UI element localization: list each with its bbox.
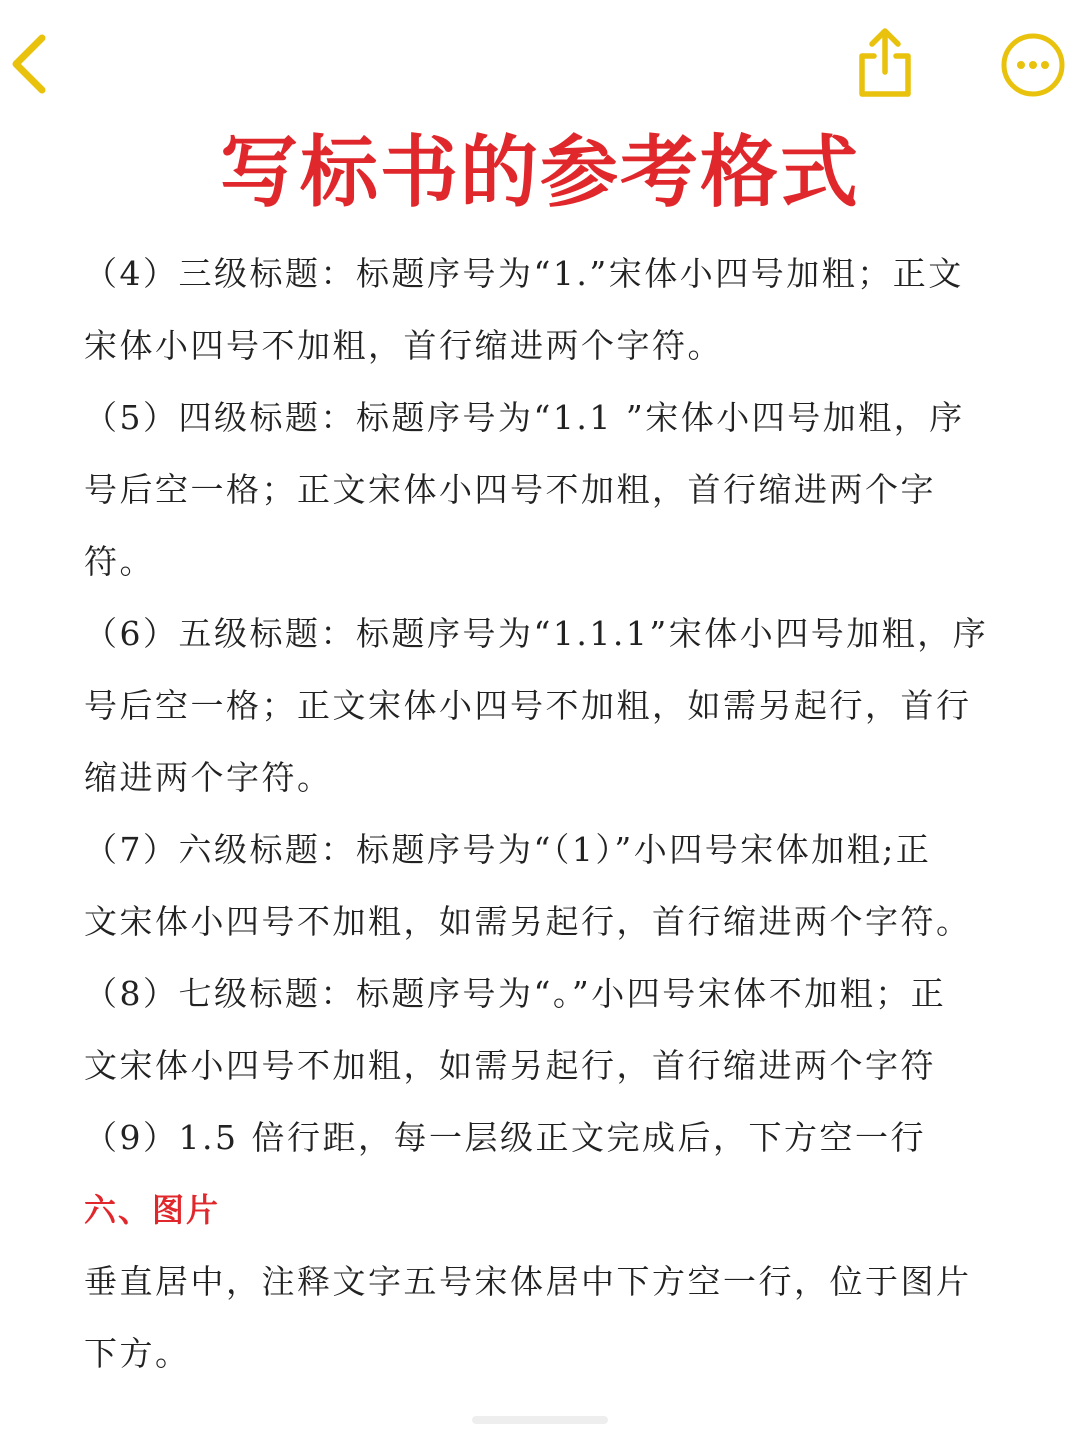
body-line: 缩进两个字符。 bbox=[84, 758, 333, 797]
page-title: 写标书的参考格式 bbox=[219, 128, 860, 218]
body-line: （9）1.5 倍行距，每一层级正文完成后，下方空一行 bbox=[84, 1118, 926, 1157]
share-icon bbox=[852, 26, 918, 100]
body-line: 垂直居中，注释文字五号宋体居中下方空一行，位于图片 bbox=[84, 1262, 972, 1301]
top-bar bbox=[0, 0, 1080, 120]
home-indicator bbox=[472, 1416, 608, 1424]
body-line: 号后空一格；正文宋体小四号不加粗，首行缩进两个字 bbox=[84, 470, 936, 509]
body-line: （5）四级标题：标题序号为“1.1 ”宋体小四号加粗，序 bbox=[84, 398, 965, 437]
body-line: 宋体小四号不加粗，首行缩进两个字符。 bbox=[84, 326, 723, 365]
document-body bbox=[84, 238, 989, 1390]
share-button[interactable] bbox=[852, 26, 918, 100]
body-line: （7）六级标题：标题序号为“（1）”小四号宋体加粗;正 bbox=[84, 830, 932, 869]
body-line: 号后空一格；正文宋体小四号不加粗，如需另起行，首行 bbox=[84, 686, 972, 725]
body-line: （8）七级标题：标题序号为“。”小四号宋体不加粗；正 bbox=[84, 974, 947, 1013]
more-button[interactable] bbox=[998, 30, 1068, 100]
back-button[interactable] bbox=[6, 30, 54, 98]
body-line: 符。 bbox=[84, 542, 155, 581]
body-line: （4）三级标题：标题序号为“1.”宋体小四号加粗；正文 bbox=[84, 254, 964, 293]
more-icon bbox=[998, 30, 1068, 100]
section-heading: 六、图片 bbox=[84, 1191, 221, 1229]
chevron-left-icon bbox=[6, 30, 54, 98]
body-line: （6）五级标题：标题序号为“1.1.1”宋体小四号加粗，序 bbox=[84, 614, 989, 653]
body-line: 文宋体小四号不加粗，如需另起行，首行缩进两个字符 bbox=[84, 1046, 936, 1085]
body-line: 下方。 bbox=[84, 1334, 191, 1373]
body-line: 文宋体小四号不加粗，如需另起行，首行缩进两个字符。 bbox=[84, 902, 972, 941]
